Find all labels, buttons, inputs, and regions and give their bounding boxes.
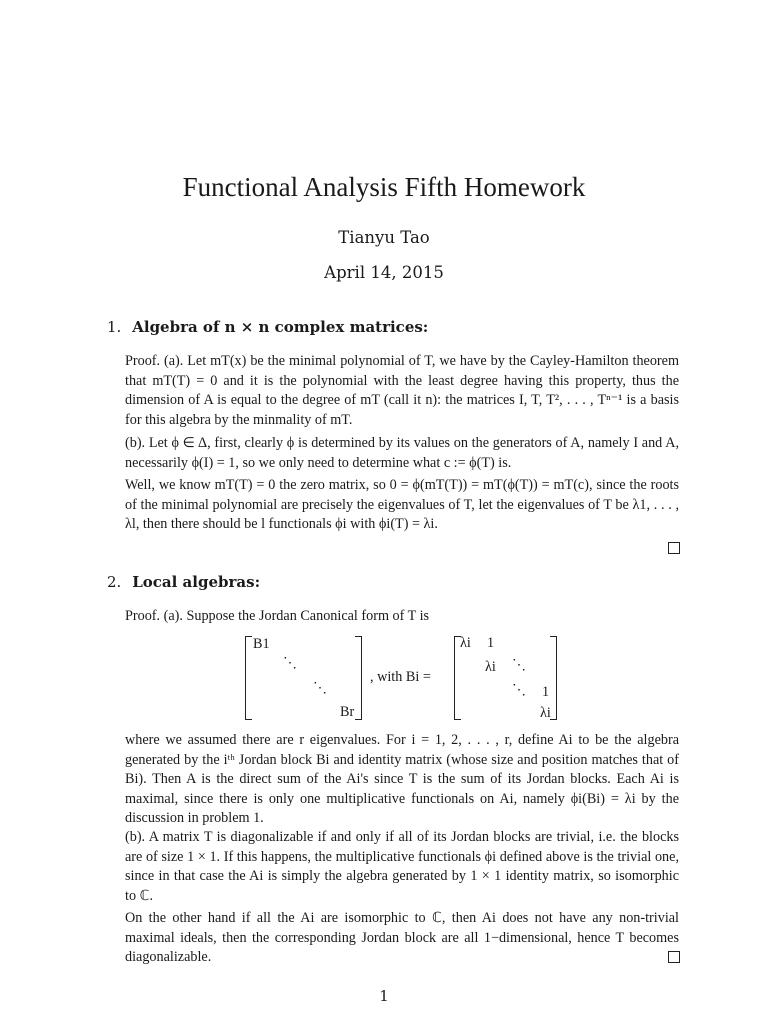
section-2-paragraph-intro: Proof. (a). Suppose the Jordan Canonical form of T is [125, 608, 430, 624]
document-date: April 14, 2015 [324, 263, 444, 282]
section-1-paragraph-b: (b). Let ϕ ∈ Δ, first, clearly ϕ is determined by its values on the generators of A, namely I and A, necessarily ϕ(I) = 1, so we only need to determine what c := ϕ(T) is. [125, 435, 679, 471]
section-title: Local algebras: [132, 573, 261, 591]
matrix-connector: , with Bi = [370, 669, 431, 685]
section-number: 2. [107, 573, 122, 591]
matrix-entry: ⋱ [512, 657, 527, 673]
matrix-entry: ⋱ [283, 655, 298, 671]
section-2-paragraph-b: (b). A matrix T is diagonalizable if and only if all of its Jordan blocks are trivial, i.e. the blocks are of size 1 × 1. If this happens, the multiplicative functionals ϕi defined above is the trivial one, since in that case the Ai is simply the algebra generated by 1 × 1 identity matrix, so isomorphic to ℂ. [125, 829, 679, 904]
page-number: 1 [379, 987, 389, 1005]
section-1-paragraph-c: Well, we know mT(T) = 0 the zero matrix, so 0 = ϕ(mT(T)) = mT(ϕ(T)) = mT(c), since the roots of the minimal polynomial are precisely the eigenvalues of T, let the eigenvalues of T be λ1, . . . , λl, then there should be l functionals ϕi with ϕi(T) = λi. [125, 477, 679, 533]
matrix-entry: ⋱ [512, 682, 527, 698]
section-2-paragraph-c: On the other hand if all the Ai are isomorphic to ℂ, then Ai does not have any non-trivial maximal ideals, then the corresponding Jordan block are all 1−dimensional, hence T becomes diagonalizable. [125, 910, 679, 966]
matrix-entry: λi [460, 635, 471, 651]
page-title: Functional Analysis Fifth Homework [182, 172, 586, 202]
section-1-heading [107, 318, 428, 336]
matrix-entry: λi [485, 659, 496, 675]
qed-square-icon [668, 951, 680, 963]
section-2-heading [107, 573, 260, 591]
qed-square-icon [668, 542, 680, 554]
left-bracket [245, 636, 252, 720]
matrix-entry: 1 [542, 684, 550, 700]
author-name: Tianyu Tao [338, 228, 430, 247]
matrix-entry: 1 [487, 635, 495, 651]
matrix-entry: Br [340, 704, 355, 720]
matrix-entry: B1 [253, 636, 270, 652]
section-number: 1. [107, 318, 122, 336]
matrix-entry: λi [540, 705, 551, 721]
section-2-paragraph-a: where we assumed there are r eigenvalues. For i = 1, 2, . . . , r, define Ai to be the algebra generated by the iᵗʰ Jordan block Bi and identity matrix (whose size and position matches that of Bi). Then A is the direct sum of the Ai's since T is the sum of its Jordan blocks. Each Ai is maximal, since there is only one multiplicative functionals on Ai, namely ϕi(Bi) = λi by the discussion in problem 1. [125, 732, 679, 827]
section-1-paragraph-a: Proof. (a). Let mT(x) be the minimal polynomial of T, we have by the Cayley-Hamilton theorem that mT(T) = 0 and it is the polynomial with the least degree having this property, thus the dimension of A is equal to the degree of mT (call it n): the matrices I, T, T², . . . , Tⁿ⁻¹ is a basis for this algebra by the minmality of mT. [125, 353, 679, 428]
right-bracket [355, 636, 362, 720]
section-title: Algebra of n × n complex matrices: [132, 318, 429, 336]
right-bracket [550, 636, 557, 720]
matrix-entry: ⋱ [313, 680, 328, 696]
